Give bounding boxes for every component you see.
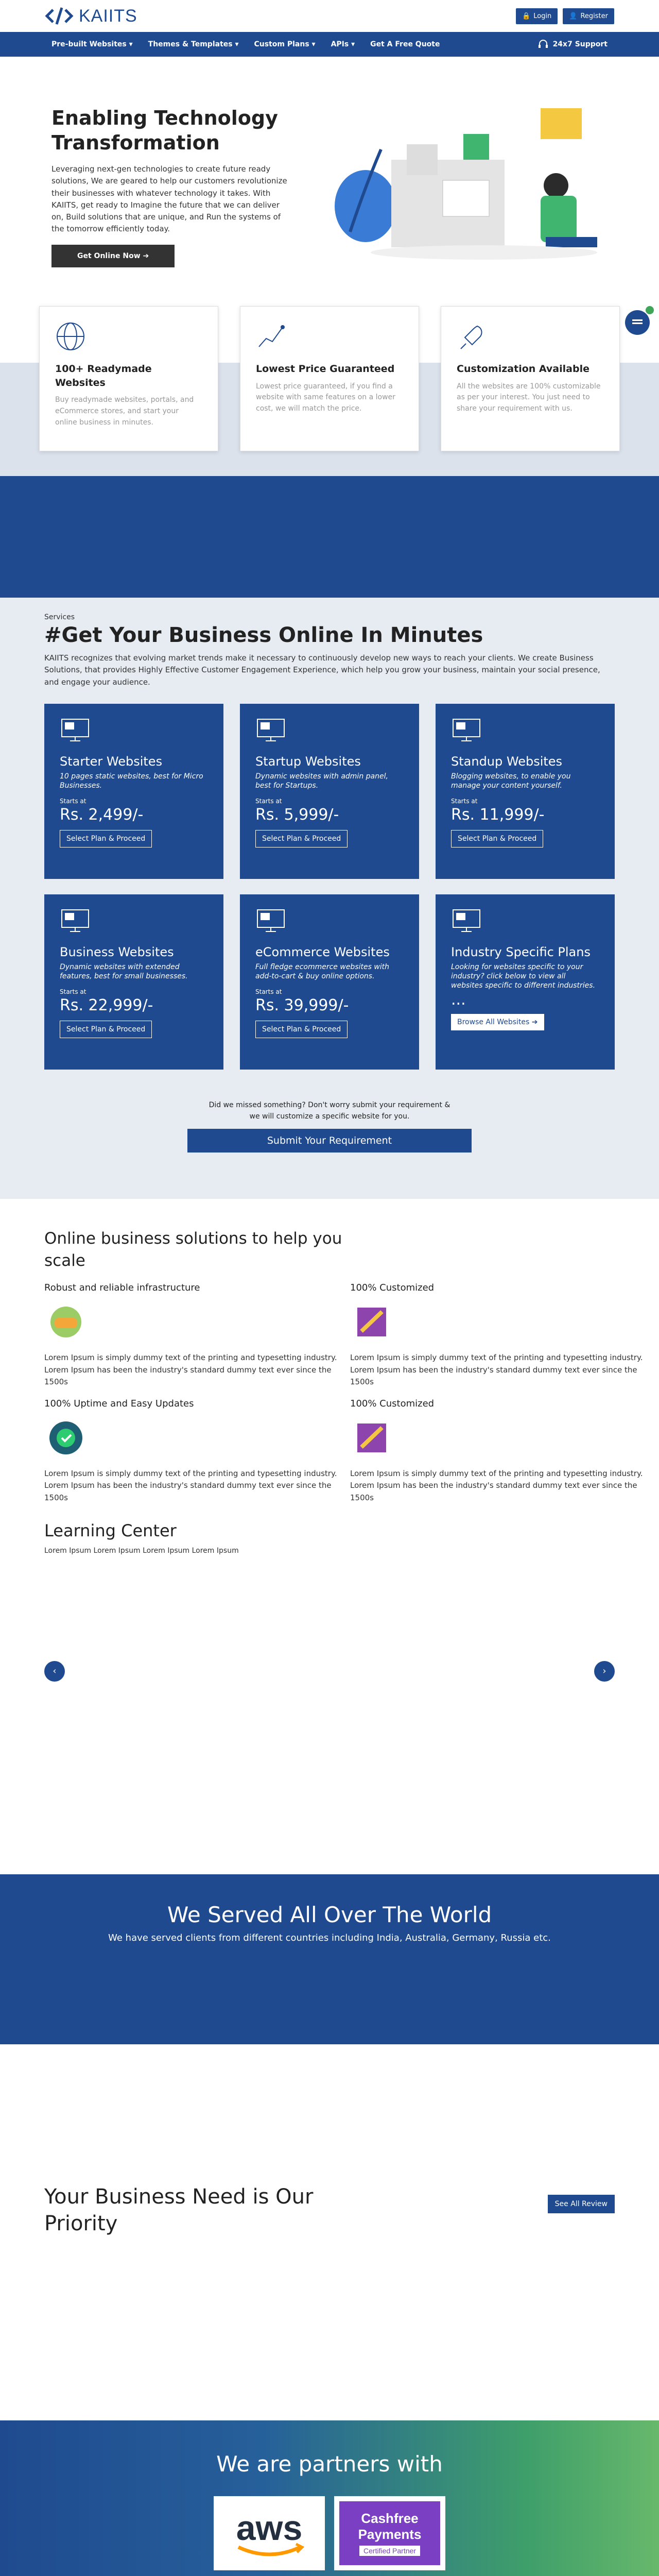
feature-title: Customization Available: [457, 363, 589, 375]
missed-message: [44, 1099, 615, 1123]
plan-starts: Starts at: [451, 798, 478, 805]
plan-card: [240, 894, 419, 1070]
support-label: 24x7 Support: [552, 40, 608, 48]
missed-line-2: we will customize a specific website for you.: [249, 1112, 410, 1121]
chat-icon: [625, 310, 650, 335]
hero-section: [0, 57, 659, 270]
main-nav: [0, 32, 659, 57]
select-plan-button[interactable]: Select Plan & Proceed: [60, 830, 152, 848]
plan-card: [436, 704, 615, 879]
priority-title: Your Business Need is Our Priority: [44, 2184, 314, 2235]
solution-text: Lorem Ipsum is simply dummy text of the printing and typesetting industry. Lorem Ipsum has been the industry's standard dummy text ever since the 1500s: [44, 1469, 337, 1502]
plan-price: Rs. 22,999/-: [60, 996, 153, 1015]
nav-custom-plans[interactable]: Custom Plans ▾: [254, 40, 316, 48]
browse-websites-button[interactable]: Browse All Websites ➔: [451, 1014, 544, 1030]
plan-card: [436, 894, 615, 1070]
cashfree-logo: [334, 2496, 445, 2570]
feature-text: Buy readymade websites, portals, and eCommerce stores, and start your online business in minutes.: [55, 396, 194, 427]
solution-text: Lorem Ipsum is simply dummy text of the printing and typesetting industry. Lorem Ipsum has been the industry's standard dummy text ever since the 1500s: [350, 1353, 643, 1386]
solutions-title: Online business solutions to help you scale: [44, 1229, 342, 1270]
plan-desc: Looking for websites specific to your industry? click below to view all websites specific to different industries.: [451, 962, 596, 990]
solution-title: Robust and reliable infrastructure: [44, 1282, 200, 1294]
feature-text: All the websites are 100% customizable as per your interest. You just need to share your requirement with us.: [457, 382, 601, 413]
feature-title: 100+ Readymade Websites: [55, 363, 152, 388]
solution-item: [350, 1398, 644, 1504]
nav-apis[interactable]: APIs ▾: [331, 40, 355, 48]
hero-illustration: [330, 98, 618, 273]
solutions-grid: [44, 1282, 643, 1504]
chevron-right-icon: ›: [602, 1666, 606, 1677]
learning-carousel: [44, 1555, 615, 1684]
monitor-icon: [451, 717, 482, 743]
login-label: Login: [533, 12, 552, 20]
solution-title: 100% Customized: [350, 1282, 435, 1294]
plan-desc: Dynamic websites with admin panel, best for Startups.: [255, 772, 388, 790]
plan-starts: Starts at: [255, 798, 282, 805]
plan-desc: Blogging websites, to enable you manage your content yourself.: [451, 772, 571, 790]
learning-title: Learning Center: [44, 1520, 177, 1540]
plan-title: Business Websites: [60, 944, 174, 959]
services-section: [0, 598, 659, 1199]
logo-text: KAIITS: [79, 6, 137, 26]
nav-free-quote[interactable]: Get A Free Quote: [370, 40, 440, 48]
plan-title: Standup Websites: [451, 754, 563, 769]
partner-logos: [0, 2496, 659, 2570]
cashfree-line-3: Certified Partner: [359, 2546, 420, 2556]
user-icon: 👤: [569, 12, 578, 20]
solution-item: [44, 1398, 338, 1504]
world-section: [0, 1874, 659, 2044]
plan-starts: Starts at: [60, 798, 86, 805]
plan-starts: Starts at: [60, 988, 86, 996]
aws-logo-graphic: [228, 2505, 310, 2562]
chart-trend-icon: [256, 321, 287, 352]
plan-price: Rs. 39,999/-: [255, 996, 349, 1015]
plan-title: Industry Specific Plans: [451, 944, 591, 959]
support-link[interactable]: [537, 39, 608, 50]
get-online-button[interactable]: Get Online Now ➔: [51, 245, 175, 267]
nav-prebuilt-websites[interactable]: Pre-built Websites ▾: [51, 40, 133, 48]
design-tools-icon: [350, 1300, 393, 1344]
learning-center: [44, 1519, 615, 1684]
register-button[interactable]: [563, 8, 614, 24]
see-all-review-button[interactable]: See All Review: [548, 2195, 615, 2213]
design-tools-icon: [350, 1416, 393, 1460]
services-title: #Get Your Business Online In Minutes: [44, 623, 483, 647]
plan-price: Rs. 2,499/-: [60, 806, 144, 824]
feature-card: [240, 306, 419, 451]
account-actions: [516, 8, 614, 24]
site-logo[interactable]: [45, 6, 137, 26]
solutions-section: [0, 1199, 659, 1704]
cashfree-line-2: Payments: [358, 2526, 422, 2542]
feature-card: [39, 306, 218, 451]
feature-text: Lowest price guaranteed, if you find a website with same features on a lower cost, we will match the price.: [256, 382, 395, 413]
handshake-icon: [44, 1300, 88, 1344]
partners-title: We are partners with: [216, 2451, 443, 2477]
partners-section: [0, 2420, 659, 2576]
blue-banner: [0, 476, 659, 598]
missed-line-1: Did we missed something? Don't worry submit your requirement &: [209, 1100, 450, 1109]
submit-requirement-button[interactable]: Submit Your Requirement: [187, 1129, 472, 1153]
monitor-icon: [60, 908, 91, 934]
features-section: [0, 270, 659, 476]
services-intro: KAIITS recognizes that evolving market trends make it necessary to continuously develop new ways to reach your clients. We create Business Solutions, that provides Highly Effective Customer Engagement Experience, which help you grow your business, maintain your social presence, and engage your audience.: [44, 653, 600, 687]
monitor-icon: [451, 908, 482, 934]
world-text: We have served clients from different countries including India, Australia, Germany, Russia etc.: [108, 1932, 551, 1943]
hero-text: Leveraging next-gen technologies to create future ready solutions, We are geared to help our customers revolutionize their businesses with whatever technology it takes. With KAIITS, get ready to Imagine the future that we can deliver on, Build solutions that are unique, and Run the systems of the tomorrow efficiently today.: [51, 164, 287, 234]
solution-text: Lorem Ipsum is simply dummy text of the printing and typesetting industry. Lorem Ipsum has been the industry's standard dummy text ever since the 1500s: [44, 1353, 337, 1386]
rocket-icon: [457, 321, 488, 352]
select-plan-button[interactable]: Select Plan & Proceed: [255, 1021, 348, 1038]
cashfree-line-1: Cashfree: [361, 2510, 419, 2526]
services-kicker: Services: [44, 613, 75, 621]
feature-title: Lowest Price Guaranteed: [256, 363, 395, 375]
select-plan-button[interactable]: Select Plan & Proceed: [451, 830, 543, 848]
solution-title: 100% Customized: [350, 1398, 435, 1410]
register-label: Register: [580, 12, 608, 20]
plan-starts: Starts at: [255, 988, 282, 996]
monitor-icon: [60, 717, 91, 743]
learning-text: Lorem Ipsum Lorem Ipsum Lorem Ipsum Lorem Ipsum: [44, 1546, 239, 1555]
hero-title: Enabling Technology Transformation: [51, 107, 278, 154]
aws-logo: [214, 2496, 325, 2570]
globe-icon: [55, 321, 86, 352]
plan-ellipsis: ...: [451, 991, 466, 1009]
gear-check-icon: [44, 1416, 88, 1460]
plan-card: [44, 894, 223, 1070]
solution-item: [350, 1282, 644, 1388]
plan-title: eCommerce Websites: [255, 944, 390, 959]
solution-title: 100% Uptime and Easy Updates: [44, 1398, 194, 1410]
spacer: [0, 2044, 659, 2137]
top-header: [0, 0, 659, 57]
code-logo-icon: [45, 6, 74, 26]
select-plan-button[interactable]: Select Plan & Proceed: [255, 830, 348, 848]
monitor-icon: [255, 908, 286, 934]
carousel-prev-button[interactable]: [44, 1661, 65, 1682]
carousel-next-button[interactable]: [594, 1661, 615, 1682]
spacer: [0, 1704, 659, 1874]
chat-widget-button[interactable]: [625, 310, 650, 335]
select-plan-button[interactable]: Select Plan & Proceed: [60, 1021, 152, 1038]
login-button[interactable]: [516, 8, 558, 24]
plan-desc: Full fledge ecommerce websites with add-to-cart & buy online options.: [255, 962, 390, 980]
aws-wordmark: aws: [236, 2508, 303, 2548]
solution-item: [44, 1282, 338, 1388]
plan-title: Startup Websites: [255, 754, 361, 769]
plan-card: [44, 704, 223, 879]
plan-card: [240, 704, 419, 879]
solution-text: Lorem Ipsum is simply dummy text of the printing and typesetting industry. Lorem Ipsum has been the industry's standard dummy text ever since the 1500s: [350, 1469, 643, 1502]
plan-title: Starter Websites: [60, 754, 163, 769]
plans-grid: [44, 704, 615, 1070]
priority-section: [0, 2137, 659, 2420]
top-bar: [0, 0, 659, 32]
chevron-left-icon: ‹: [53, 1666, 57, 1677]
nav-themes-templates[interactable]: Themes & Templates ▾: [148, 40, 239, 48]
world-title: We Served All Over The World: [167, 1902, 492, 1927]
plan-price: Rs. 11,999/-: [451, 806, 545, 824]
feature-card: [441, 306, 620, 451]
nav-items: [51, 40, 440, 48]
plan-desc: 10 pages static websites, best for Micro Businesses.: [60, 772, 203, 790]
plan-price: Rs. 5,999/-: [255, 806, 339, 824]
monitor-icon: [255, 717, 286, 743]
headset-icon: [537, 39, 549, 50]
plan-desc: Dynamic websites with extended features, best for small businesses.: [60, 962, 188, 980]
online-indicator: [646, 306, 654, 314]
lock-icon: 🔒: [522, 12, 531, 20]
